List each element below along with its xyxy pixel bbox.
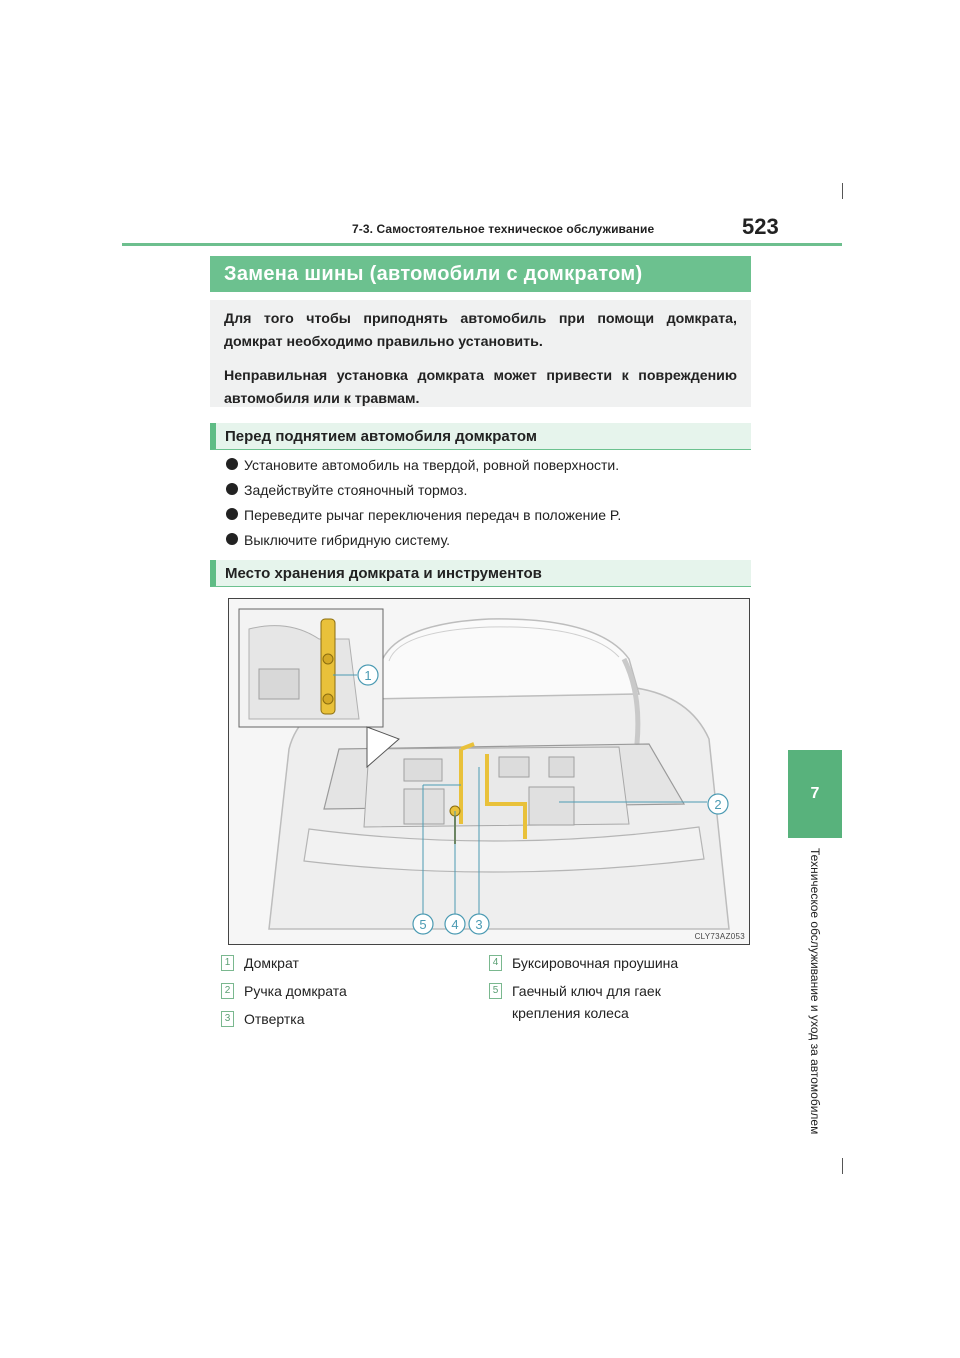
list-item: Установите автомобиль на твердой, ровной поверхности. [226,457,746,473]
figure-code: CLY73AZ053 [694,932,745,941]
bullet-icon [226,508,238,520]
crop-mark-top [842,183,843,199]
page-number: 523 [742,214,779,239]
svg-text:4: 4 [451,917,459,932]
intro-paragraph-2: Неправильная установка домкрата может привести к повреждению автомобиля или к травмам. [224,368,737,407]
main-title: Замена шины (автомобили с домкратом) [210,256,751,292]
crop-mark-bottom [842,1158,843,1174]
callout-5 [413,914,433,934]
legend-number-1: 1 [221,955,234,971]
svg-text:3: 3 [475,917,483,932]
legend-number-2: 2 [221,983,234,999]
legend-label-5: Гаечный ключ для гаек крепления колеса [512,983,661,1021]
callout-4 [445,914,465,934]
intro-box [210,300,751,407]
bullet-icon [226,458,238,470]
list-item: Переведите рычаг переключения передач в положение P. [226,507,746,523]
legend-number-3: 3 [221,1011,234,1027]
trunk-drawing [229,599,750,945]
chapter-title: Техническое обслуживание и уход за автомобилем [808,848,822,1135]
legend-label-2: Ручка домкрата [244,983,347,999]
legend-number-5: 5 [489,983,502,999]
list-item: Задействуйте стояночный тормоз. [226,482,746,498]
chapter-tab[interactable] [788,750,842,838]
list-item: Выключите гибридную систему. [226,532,746,548]
svg-text:2: 2 [714,797,722,812]
callout-3 [469,914,489,934]
bullet-icon [226,483,238,495]
chapter-number: 7 [810,785,820,802]
header-rule [122,243,842,246]
legend-label-3: Отвертка [244,1011,305,1027]
section-header: 7-3. Самостоятельное техническое обслуживание [352,222,655,236]
legend-label-1: Домкрат [244,955,299,971]
legend-number-4: 4 [489,955,502,971]
trunk-illustration [228,598,750,945]
intro-paragraph-1: Для того чтобы приподнять автомобиль при помощи домкрата, домкрат необходимо правильно установить. [224,311,737,350]
svg-text:1: 1 [364,668,372,683]
bullet-icon [226,533,238,545]
legend-label-4: Буксировочная проушина [512,955,679,971]
callout-2 [708,794,728,814]
subsection-header-before-lifting: Перед поднятием автомобиля домкратом [210,423,751,450]
callout-1 [358,665,378,685]
before-lifting-list [226,457,746,557]
svg-text:5: 5 [419,917,427,932]
subsection-header-storage: Место хранения домкрата и инструментов [210,560,751,587]
